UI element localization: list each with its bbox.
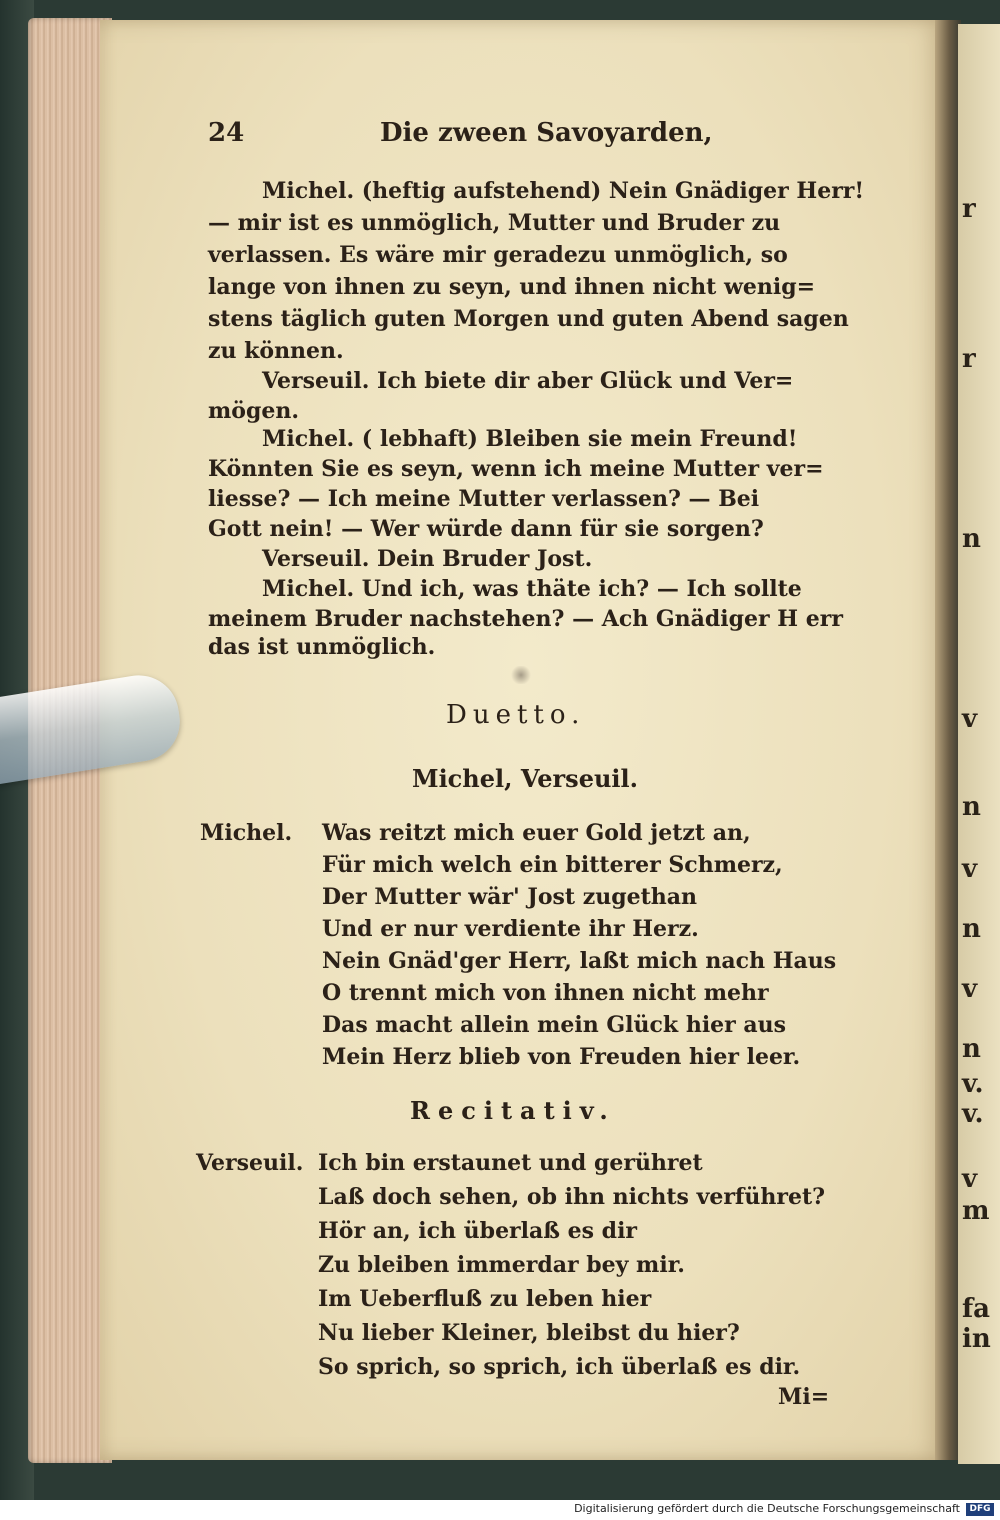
facing-fragment: m bbox=[962, 1196, 990, 1226]
verse-line: Mein Herz blieb von Freuden hier leer. bbox=[322, 1044, 801, 1070]
body-line: Michel. Und ich, was thäte ich? — Ich sollte bbox=[262, 576, 802, 602]
verse-line: Nein Gnäd'ger Herr, laßt mich nach Haus bbox=[322, 948, 837, 974]
verse-line: Für mich welch ein bitterer Schmerz, bbox=[322, 852, 783, 878]
body-line: stens täglich guten Morgen und guten Abend sagen bbox=[208, 306, 849, 332]
verse-line: Das macht allein mein Glück hier aus bbox=[322, 1012, 787, 1038]
duetto-persons: Michel, Verseuil. bbox=[412, 764, 638, 793]
facing-fragment: n bbox=[962, 1034, 981, 1064]
recitativ-speaker: Verseuil. bbox=[196, 1150, 304, 1176]
verse-line: Ich bin erstaunet und gerühret bbox=[318, 1150, 703, 1176]
duetto-speaker: Michel. bbox=[200, 820, 293, 846]
running-title: Die zween Savoyarden, bbox=[380, 118, 713, 148]
body-line: — mir ist es unmöglich, Mutter und Bruder zu bbox=[208, 210, 781, 236]
body-line: Verseuil. Dein Bruder Jost. bbox=[262, 546, 593, 572]
footer-bar bbox=[0, 1500, 1000, 1520]
facing-fragment: n bbox=[962, 524, 981, 554]
body-line: liesse? — Ich meine Mutter verlassen? — Bei bbox=[208, 486, 760, 512]
facing-fragment: v bbox=[962, 974, 978, 1004]
body-line: meinem Bruder nachstehen? — Ach Gnädiger H err bbox=[208, 606, 843, 632]
verse-line: Nu lieber Kleiner, bleibst du hier? bbox=[318, 1320, 740, 1346]
body-line: Michel. (heftig aufstehend) Nein Gnädiger Herr! bbox=[262, 178, 865, 204]
facing-fragment: v. bbox=[962, 1069, 984, 1099]
facing-fragment: n bbox=[962, 792, 981, 822]
body-line: mögen. bbox=[208, 398, 299, 424]
duetto-heading: Duetto. bbox=[446, 700, 586, 730]
facing-fragment: v bbox=[962, 1164, 978, 1194]
body-line: zu können. bbox=[208, 338, 344, 364]
verse-line: Zu bleiben immerdar bey mir. bbox=[318, 1252, 685, 1278]
verse-line: So sprich, so sprich, ich überlaß es dir. bbox=[318, 1354, 801, 1380]
verse-line: Was reitzt mich euer Gold jetzt an, bbox=[322, 820, 751, 846]
recitativ-heading: Recitativ. bbox=[410, 1096, 616, 1125]
facing-fragment: v bbox=[962, 704, 978, 734]
facing-fragment: n bbox=[962, 914, 981, 944]
body-line: verlassen. Es wäre mir geradezu unmöglich, so bbox=[208, 242, 788, 268]
dfg-logo: DFG bbox=[966, 1503, 994, 1516]
body-line: Gott nein! — Wer würde dann für sie sorgen? bbox=[208, 516, 764, 542]
facing-fragment: in bbox=[962, 1324, 991, 1354]
facing-fragment: fa bbox=[962, 1294, 991, 1324]
body-line: lange von ihnen zu seyn, und ihnen nicht wenig= bbox=[208, 274, 816, 300]
facing-fragment: r bbox=[962, 344, 976, 374]
body-line: Könnten Sie es seyn, wenn ich meine Mutter ver= bbox=[208, 456, 824, 482]
body-line: Michel. ( lebhaft) Bleiben sie mein Freund! bbox=[262, 426, 798, 452]
verse-line: Und er nur verdiente ihr Herz. bbox=[322, 916, 699, 942]
facing-fragment: r bbox=[962, 194, 976, 224]
page-number: 24 bbox=[208, 118, 245, 148]
verse-line: Im Ueberfluß zu leben hier bbox=[318, 1286, 652, 1312]
facing-fragment: v. bbox=[962, 1099, 984, 1129]
verse-line: Hör an, ich überlaß es dir bbox=[318, 1218, 638, 1244]
verse-line: O trennt mich von ihnen nicht mehr bbox=[322, 980, 769, 1006]
verse-line: Der Mutter wär' Jost zugethan bbox=[322, 884, 697, 910]
funding-credit: Digitalisierung gefördert durch die Deutsche Forschungsgemeinschaft bbox=[574, 1502, 960, 1515]
verse-line: Laß doch sehen, ob ihn nichts verführet? bbox=[318, 1184, 826, 1210]
body-line: das ist unmöglich. bbox=[208, 634, 436, 660]
body-line: Verseuil. Ich biete dir aber Glück und Ver= bbox=[262, 368, 794, 394]
facing-fragment: v bbox=[962, 854, 978, 884]
ink-smudge bbox=[510, 666, 532, 684]
catchword: Mi= bbox=[778, 1384, 830, 1410]
